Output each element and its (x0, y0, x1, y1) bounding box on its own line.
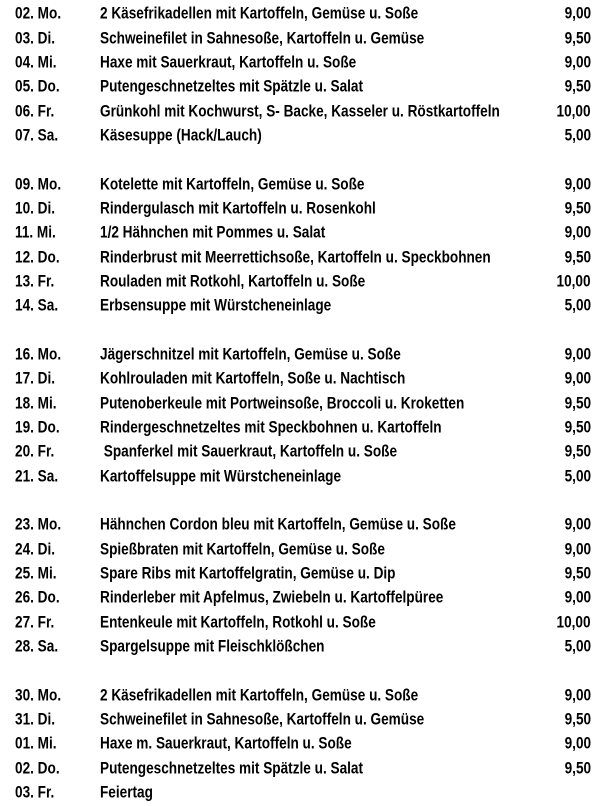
menu-row-meal: 2 Käsefrikadellen mit Kartoffeln, Gemüse u. Soße (100, 3, 419, 23)
menu-row-date: 27. Fr. (15, 612, 55, 632)
menu-row-date: 30. Mo. (15, 685, 62, 705)
menu-row-meal: Jägerschnitzel mit Kartoffeln, Gemüse u. Soße (100, 344, 401, 364)
menu-row-price: 9,50 (564, 393, 591, 413)
menu-row-price: 10,00 (556, 271, 591, 291)
menu-row (0, 74, 606, 98)
menu-row-date: 01. Mi. (15, 733, 57, 753)
menu-row (0, 780, 606, 804)
menu-row-date: 23. Mo. (15, 514, 62, 534)
menu-row-date: 09. Mo. (15, 174, 62, 194)
menu-row-meal: Schweinefilet in Sahnesoße, Kartoffeln u. Gemüse (100, 28, 425, 48)
menu-row-price: 9,50 (564, 563, 591, 583)
menu-row-meal: Putengeschnetzeltes mit Spätzle u. Salat (100, 76, 364, 96)
menu-row (0, 707, 606, 731)
menu-row (0, 415, 606, 439)
menu-row-price: 5,00 (564, 125, 591, 145)
menu-row-meal: Schweinefilet in Sahnesoße, Kartoffeln u. Gemüse (100, 709, 425, 729)
menu-row-price: 5,00 (564, 466, 591, 486)
menu-row-date: 02. Do. (15, 758, 60, 778)
menu-row-meal: Haxe m. Sauerkraut, Kartoffeln u. Soße (100, 733, 352, 753)
menu-row-meal: Spießbraten mit Kartoffeln, Gemüse u. Soße (100, 539, 385, 559)
menu-row (0, 439, 606, 463)
menu-row-meal: 1/2 Hähnchen mit Pommes u. Salat (100, 222, 326, 242)
menu-row-date: 11. Mi. (15, 222, 56, 242)
menu-row-meal: Haxe mit Sauerkraut, Kartoffeln u. Soße (100, 52, 357, 72)
menu-row-price: 9,00 (564, 222, 591, 242)
menu-row-meal: Rindergeschnetzeltes mit Speckbohnen u. Kartoffeln (100, 417, 442, 437)
menu-row (0, 537, 606, 561)
menu-row (0, 220, 606, 244)
menu-row-price: 9,00 (564, 733, 591, 753)
menu-row-date: 19. Do. (15, 417, 60, 437)
menu-row-price: 9,00 (564, 514, 591, 534)
menu-row-price: 9,50 (564, 758, 591, 778)
menu-row-date: 13. Fr. (15, 271, 55, 291)
menu-row-date: 31. Di. (15, 709, 56, 729)
menu-row (0, 756, 606, 780)
menu-row-price: 10,00 (556, 101, 591, 121)
menu-row-date: 03. Fr. (15, 782, 55, 802)
menu-row-price: 9,00 (564, 685, 591, 705)
menu-row-price: 9,50 (564, 198, 591, 218)
menu-row-price: 5,00 (564, 636, 591, 656)
menu-row-date: 07. Sa. (15, 125, 59, 145)
menu-row-price: 9,00 (564, 52, 591, 72)
menu-row-date: 14. Sa. (15, 295, 59, 315)
menu-row (0, 244, 606, 268)
menu-row (0, 196, 606, 220)
menu-row-meal: Spanferkel mit Sauerkraut, Kartoffeln u. Soße (100, 441, 398, 461)
menu-row-meal: Kohlrouladen mit Kartoffeln, Soße u. Nachtisch (100, 368, 406, 388)
menu-row (0, 464, 606, 488)
menu-row (0, 50, 606, 74)
menu-row-price: 9,50 (564, 76, 591, 96)
menu-row-price: 9,00 (564, 587, 591, 607)
menu-row-date: 12. Do. (15, 247, 60, 267)
menu-row-date: 03. Di. (15, 28, 56, 48)
menu-row (0, 98, 606, 122)
menu-row-meal: Feiertag (100, 782, 153, 802)
menu-row-date: 10. Di. (15, 198, 56, 218)
menu-row (0, 171, 606, 195)
menu-row-meal: Rinderleber mit Apfelmus, Zwiebeln u. Kartoffelpüree (100, 587, 444, 607)
menu-row (0, 610, 606, 634)
menu-week (0, 683, 606, 805)
menu-row (0, 634, 606, 658)
menu-row-price: 10,00 (556, 612, 591, 632)
menu-row-meal: Putenoberkeule mit Portweinsoße, Broccoli u. Kroketten (100, 393, 465, 413)
menu-row-meal: Käsesuppe (Hack/Lauch) (100, 125, 262, 145)
menu-week (0, 342, 606, 488)
menu-row-meal: Spargelsuppe mit Fleischklößchen (100, 636, 325, 656)
menu-row (0, 391, 606, 415)
menu-row-meal: Spare Ribs mit Kartoffelgratin, Gemüse u. Dip (100, 563, 396, 583)
menu-row-meal: Grünkohl mit Kochwurst, S- Backe, Kasseler u. Röstkartoffeln (100, 101, 500, 121)
menu-row-price: 9,50 (564, 709, 591, 729)
menu-row (0, 683, 606, 707)
menu-row (0, 585, 606, 609)
menu-row-date: 18. Mi. (15, 393, 57, 413)
menu-row (0, 561, 606, 585)
menu-row-meal: Erbsensuppe mit Würstcheneinlage (100, 295, 332, 315)
menu-row-price: 9,00 (564, 174, 591, 194)
menu-row-date: 06. Fr. (15, 101, 55, 121)
menu-row-meal: Hähnchen Cordon bleu mit Kartoffeln, Gemüse u. Soße (100, 514, 456, 534)
menu-row-date: 16. Mo. (15, 344, 62, 364)
menu-row (0, 342, 606, 366)
menu-row-price: 5,00 (564, 295, 591, 315)
menu-weeks (0, 1, 606, 804)
menu-row (0, 25, 606, 49)
menu-row-date: 05. Do. (15, 76, 60, 96)
menu-row-price: 9,50 (564, 441, 591, 461)
menu-row-date: 26. Do. (15, 587, 60, 607)
menu-row (0, 293, 606, 317)
menu-week (0, 512, 606, 658)
menu-row-meal: 2 Käsefrikadellen mit Kartoffeln, Gemüse u. Soße (100, 685, 419, 705)
menu-row-date: 28. Sa. (15, 636, 59, 656)
menu-row-price: 9,50 (564, 417, 591, 437)
menu-row-meal: Kotelette mit Kartoffeln, Gemüse u. Soße (100, 174, 365, 194)
menu-row (0, 269, 606, 293)
menu-row (0, 366, 606, 390)
menu-row-price: 9,00 (564, 3, 591, 23)
menu-row (0, 731, 606, 755)
menu-row-price: 9,00 (564, 368, 591, 388)
menu-row-price: 9,50 (564, 28, 591, 48)
menu-row-date: 02. Mo. (15, 3, 62, 23)
menu-row-date: 25. Mi. (15, 563, 57, 583)
menu-row-date: 04. Mi. (15, 52, 57, 72)
menu-week (0, 1, 606, 147)
menu-row-date: 21. Sa. (15, 466, 59, 486)
menu-row-meal: Rindergulasch mit Kartoffeln u. Rosenkohl (100, 198, 376, 218)
menu-row-price: 9,00 (564, 539, 591, 559)
menu-row-meal: Rinderbrust mit Meerrettichsoße, Kartoffeln u. Speckbohnen (100, 247, 491, 267)
menu-row-date: 24. Di. (15, 539, 56, 559)
menu-row-meal: Rouladen mit Rotkohl, Kartoffeln u. Soße (100, 271, 366, 291)
menu-week (0, 171, 606, 317)
menu-row-date: 17. Di. (15, 368, 56, 388)
menu-row-meal: Entenkeule mit Kartoffeln, Rotkohl u. Soße (100, 612, 376, 632)
menu-row-meal: Putengeschnetzeltes mit Spätzle u. Salat (100, 758, 364, 778)
menu-row (0, 1, 606, 25)
menu-row (0, 123, 606, 147)
menu-row (0, 512, 606, 536)
menu-row-date: 20. Fr. (15, 441, 55, 461)
menu-row-price: 9,00 (564, 344, 591, 364)
menu-row-meal: Kartoffelsuppe mit Würstcheneinlage (100, 466, 342, 486)
menu-row-price: 9,50 (564, 247, 591, 267)
